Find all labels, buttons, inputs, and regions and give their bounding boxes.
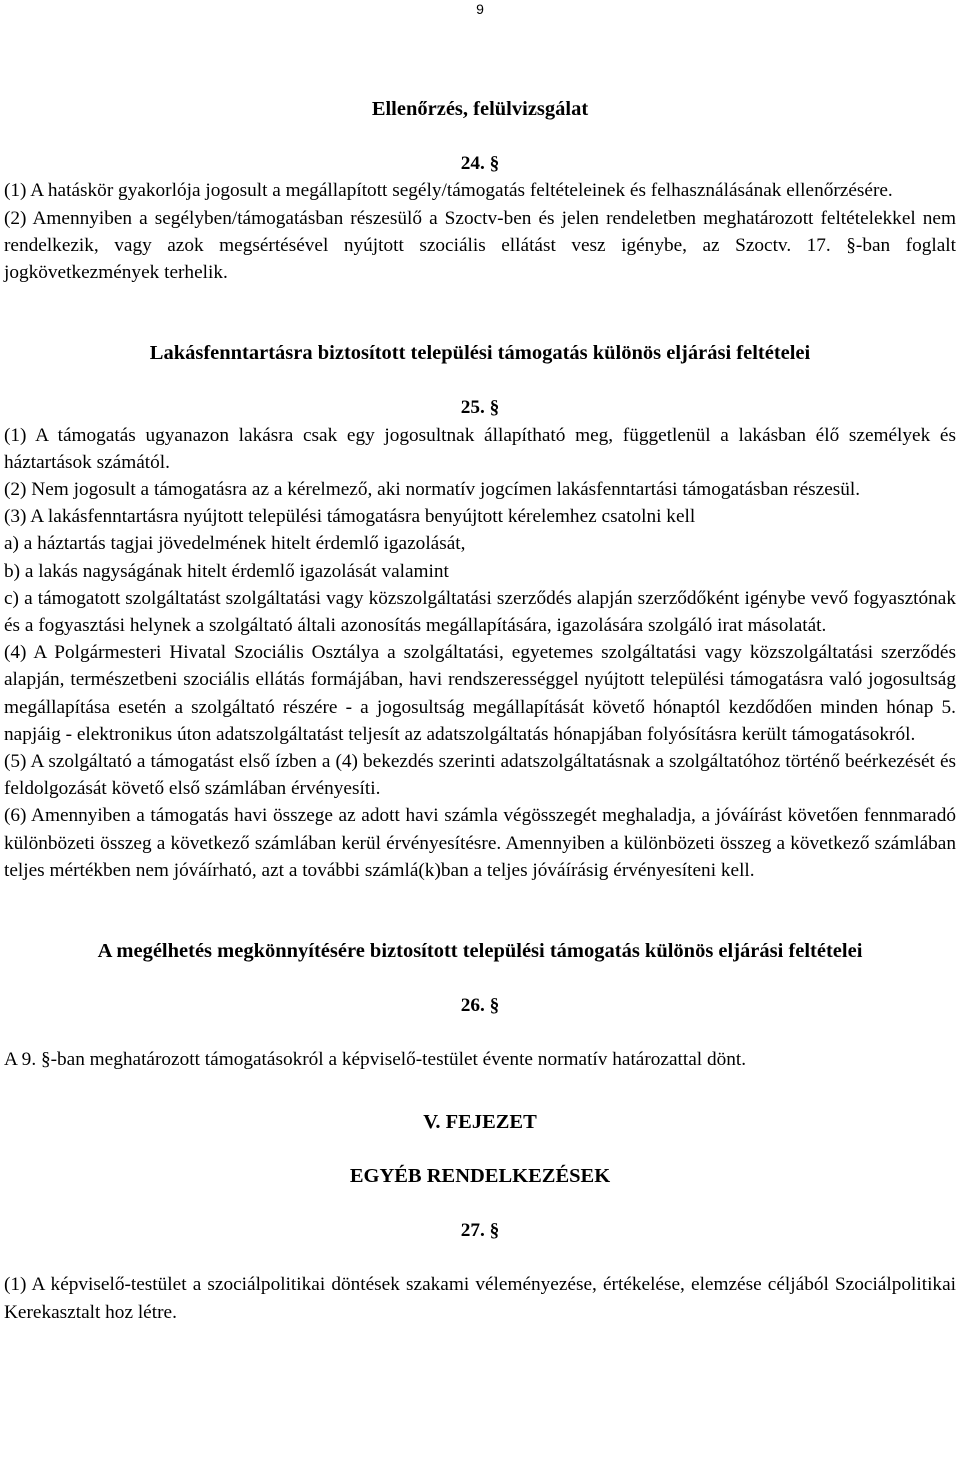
section-25-point-b: b) a lakás nagyságának hitelt érdemlő igazolását valamint [4,560,449,582]
section-25-paragraph-2: (2) Nem jogosult a támogatásra az a kérelmező, aki normatív jogcímen lakásfenntartási támogatásban részesül. [4,479,861,501]
section-24-heading: Ellenőrzés, felülvizsgálat [371,98,589,120]
section-25-heading: Lakásfenntartásra biztosított települési támogatás különös eljárási feltételei [149,342,811,365]
section-26-number: 26. § [460,995,500,1017]
section-24-paragraph-2: (2) Amennyiben a segélyben/támogatásban részesülő a Szoctv-ben és jelen rendeletben meghatározott feltételekkel nem rendelkezik, vagy azok megsértésével nyújtott szociális ellátást vesz igénybe, az Szoctv. 17. §-ban foglalt jogkövetkezmények terhelik. [4,207,956,284]
section-25-paragraph-4: (4) A Polgármesteri Hivatal Szociális Osztálya a szolgáltatási, egyetemes szolgáltatási vagy közszolgáltatási szerződés alapján, természetbeni szociális ellátás formájában, havi rendszerességgel nyújtott települési támogatásra való jogosultság megállapítása esetén a szolgáltató részére - a jogosultság megállapítását követő hónaptól kezdődően minden hónap 5. napjáig - elektronikus úton adatszolgáltatást teljesít az adatszolgáltatás hónapjában folyósításra került támogatásokról. [4,642,956,745]
page-number: 9 [476,1,484,17]
document-body [4,96,956,1326]
section-25-paragraph-6: (6) Amennyiben a támogatás havi összege az adott havi számla végösszegét meghaladja, a jóváírást követően fennmaradó különbözeti összeg a következő számlában kerül érvényesítésre. Amennyiben a különbözeti összeg a következő számlában teljes mértékben nem jóváírható, azt a további számlá(k)ban a teljes jóváírásig érvényesíteni kell. [4,805,956,881]
section-27-number: 27. § [460,1220,500,1242]
chapter-label: V. FEJEZET [423,1110,537,1133]
section-26-heading: A megélhetés megkönnyítésére biztosított települési támogatás különös eljárási feltételei [97,940,863,963]
section-25-number: 25. § [460,397,500,419]
section-24-number: 24. § [460,153,500,175]
section-25-point-a: a) a háztartás tagjai jövedelmének hitelt érdemlő igazolását, [4,533,466,555]
section-27-paragraph-1: (1) A képviselő-testület a szociálpolitikai döntések szakami véleményezése, értékelése, elemzése céljából Szociálpolitikai Kerekasztalt hoz létre. [4,1274,956,1323]
section-25-paragraph-1: (1) A támogatás ugyanazon lakásra csak egy jogosultnak állapítható meg, függetlenül a lakásban élő személyek és háztartások számától. [4,424,956,473]
chapter-title: EGYÉB RENDELKEZÉSEK [349,1164,611,1187]
section-25-point-c: c) a támogatott szolgáltatást szolgáltatási vagy közszolgáltatási szerződés alapján szerződőként igénybe vevő fogyasztónak és a fogyasztási helynek a szolgáltató általi azonosítás megállapítására, igazolására szolgáló irat másolatát. [4,587,956,637]
section-26-paragraph-1: A 9. §-ban meghatározott támogatásokról a képviselő-testület évente normatív határozattal dönt. [4,1049,747,1071]
section-25-paragraph-5: (5) A szolgáltató a támogatást első ízben a (4) bekezdés szerinti adatszolgáltatásnak a szolgáltatóhoz történő beérkezését és feldolgozását követő első számlában érvényesíti. [4,751,956,800]
section-25-paragraph-3: (3) A lakásfenntartásra nyújtott települési támogatásra benyújtott kérelemhez csatolni kell [4,506,696,528]
section-24-paragraph-1: (1) A hatáskör gyakorlója jogosult a megállapított segély/támogatás feltételeinek és felhasználásának ellenőrzésére. [4,180,893,202]
